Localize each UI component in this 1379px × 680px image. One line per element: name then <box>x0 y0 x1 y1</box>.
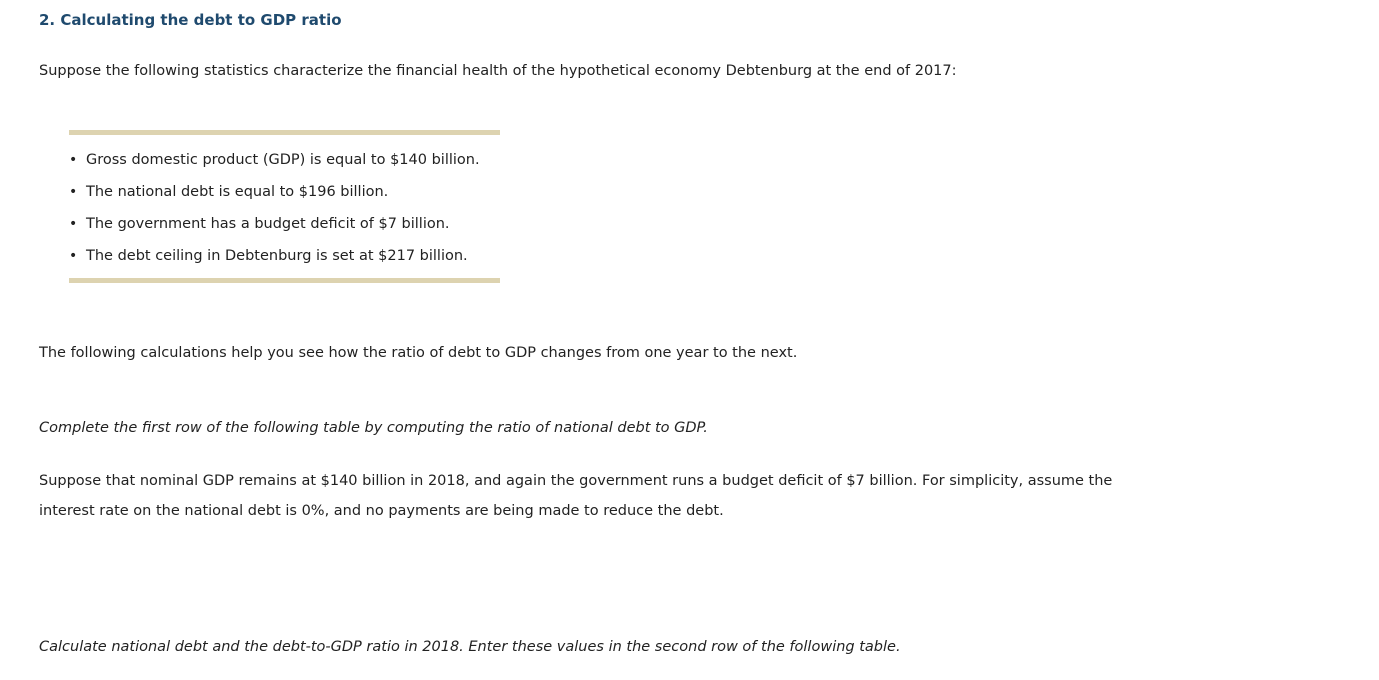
instruction-second-row: Calculate national debt and the debt-to-GDP ratio in 2018. Enter these values in the second row of the following table. <box>39 639 901 655</box>
scenario-line-1: Suppose that nominal GDP remains at $140 billion in 2018, and again the government runs a budget deficit of $7 billion. For simplicity, assume the <box>39 473 1113 489</box>
list-item <box>69 240 480 272</box>
bullet-icon: • <box>69 216 78 232</box>
bullet-icon: • <box>69 152 78 168</box>
stat-debt-ceiling: The debt ceiling in Debtenburg is set at $217 billion. <box>86 248 468 264</box>
stat-national-debt: The national debt is equal to $196 billion. <box>86 184 389 200</box>
scenario-line-2: interest rate on the national debt is 0%, and no payments are being made to reduce the debt. <box>39 503 724 519</box>
explanation-paragraph: The following calculations help you see how the ratio of debt to GDP changes from one year to the next. <box>39 345 798 361</box>
bullet-icon: • <box>69 248 78 264</box>
statistics-box <box>69 130 500 284</box>
list-item <box>69 208 480 240</box>
statistics-list <box>69 144 480 272</box>
stat-gdp: Gross domestic product (GDP) is equal to $140 billion. <box>86 152 480 168</box>
section-heading: 2. Calculating the debt to GDP ratio <box>39 11 342 29</box>
bullet-icon: • <box>69 184 78 200</box>
stat-budget-deficit: The government has a budget deficit of $7 billion. <box>86 216 450 232</box>
intro-paragraph: Suppose the following statistics characterize the financial health of the hypothetical economy Debtenburg at the end of 2017: <box>39 63 957 79</box>
list-item <box>69 176 480 208</box>
box-bottom-rule <box>69 278 500 283</box>
instruction-first-row: Complete the first row of the following table by computing the ratio of national debt to GDP. <box>39 420 708 436</box>
list-item <box>69 144 480 176</box>
box-top-rule <box>69 130 500 135</box>
